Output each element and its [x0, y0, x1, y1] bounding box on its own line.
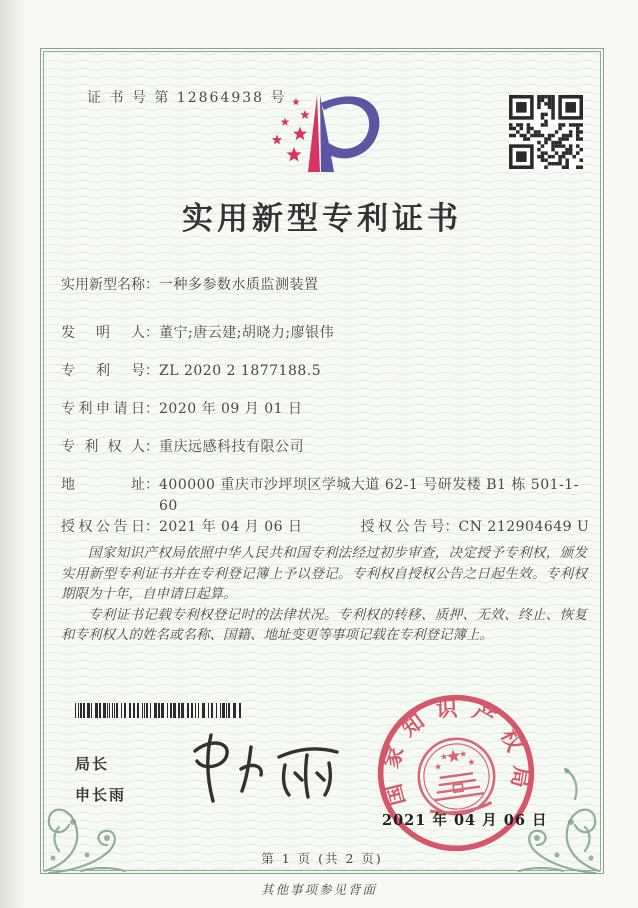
cnipa-logo — [254, 87, 414, 195]
field-colon: ： — [145, 363, 159, 379]
field-label: 专利申请日 — [61, 401, 145, 417]
certificate-number: 证 书 号 第 12864938 号 — [87, 90, 287, 106]
field-value: CN 212904649 U — [458, 519, 590, 535]
field-row-filing-date — [61, 399, 303, 420]
field-label: 专利权人 — [61, 439, 145, 455]
signature — [159, 727, 344, 807]
grant-number-group — [361, 517, 590, 538]
field-row-grant — [61, 517, 589, 538]
page-number: 第 1 页 (共 2 页) — [261, 851, 383, 866]
field-row-patent-number — [61, 361, 321, 382]
field-row-inventors — [61, 323, 334, 344]
field-label: 地址 — [61, 477, 145, 493]
certificate-frame — [40, 48, 604, 874]
logo-stars — [272, 98, 310, 162]
field-value: 400000 重庆市沙坪坝区学城大道 62-1 号研发楼 B1 栋 501-1-60 — [159, 477, 579, 514]
field-row-invention-name — [61, 275, 319, 296]
seal-date: 2021 年 04 月 06 日 — [382, 812, 548, 829]
field-value: 2021 年 04 月 06 日 — [159, 519, 303, 535]
field-value: 董宁;唐云建;胡晓力;廖银伟 — [159, 325, 335, 341]
field-row-address — [61, 475, 587, 517]
certificate-title: 实用新型专利证书 — [182, 201, 462, 237]
field-colon: ： — [145, 519, 159, 535]
seal-emblem — [414, 734, 499, 819]
back-note: 其他事项参见背面 — [260, 882, 377, 897]
officer-name: 申长雨 — [75, 786, 127, 804]
barcode-bars — [75, 703, 241, 718]
field-colon: ： — [444, 519, 459, 535]
field-colon: ： — [145, 325, 159, 341]
field-colon: ： — [145, 401, 159, 417]
legal-paragraph-2: 专利证书记载专利权登记时的法律状况。专利权的转移、质押、无效、终止、恢复和专利权人的姓名或名称、国籍、地址变更等事项记载在专利登记簿上。 — [61, 606, 587, 643]
legal-text — [61, 543, 587, 646]
field-value: 2020 年 09 月 01 日 — [159, 401, 303, 417]
officer-title: 局长 — [75, 755, 110, 773]
seal-stars — [433, 747, 475, 771]
seal-text: 国家知识产权局 — [378, 696, 534, 808]
field-label: 授权公告号 — [360, 519, 445, 535]
field-colon: ： — [145, 477, 159, 493]
field-colon: ： — [145, 277, 159, 293]
field-label: 发明人 — [61, 325, 145, 341]
barcode — [75, 703, 243, 718]
field-label: 实用新型名称 — [61, 277, 145, 293]
field-value: ZL 2020 2 1877188.5 — [159, 363, 322, 379]
field-label: 专利号 — [61, 363, 145, 379]
legal-paragraph-1: 国家知识产权局依照中华人民共和国专利法经过初步审查，决定授予专利权，颁发实用新型专利证书并在专利登记簿上予以登记。专利权自授权公告之日起生效。专利权期限为十年，自申请日起算。 — [61, 545, 587, 602]
officer-block — [75, 753, 126, 815]
field-row-patentee — [61, 437, 304, 458]
field-colon: ： — [145, 439, 159, 455]
scan-edge-shadow — [0, 0, 26, 908]
official-seal — [361, 678, 551, 868]
field-value: 一种多参数水质监测装置 — [159, 277, 319, 293]
field-label: 授权公告日 — [61, 519, 145, 535]
field-value: 重庆远感科技有限公司 — [159, 439, 304, 455]
qr-code — [509, 95, 583, 169]
